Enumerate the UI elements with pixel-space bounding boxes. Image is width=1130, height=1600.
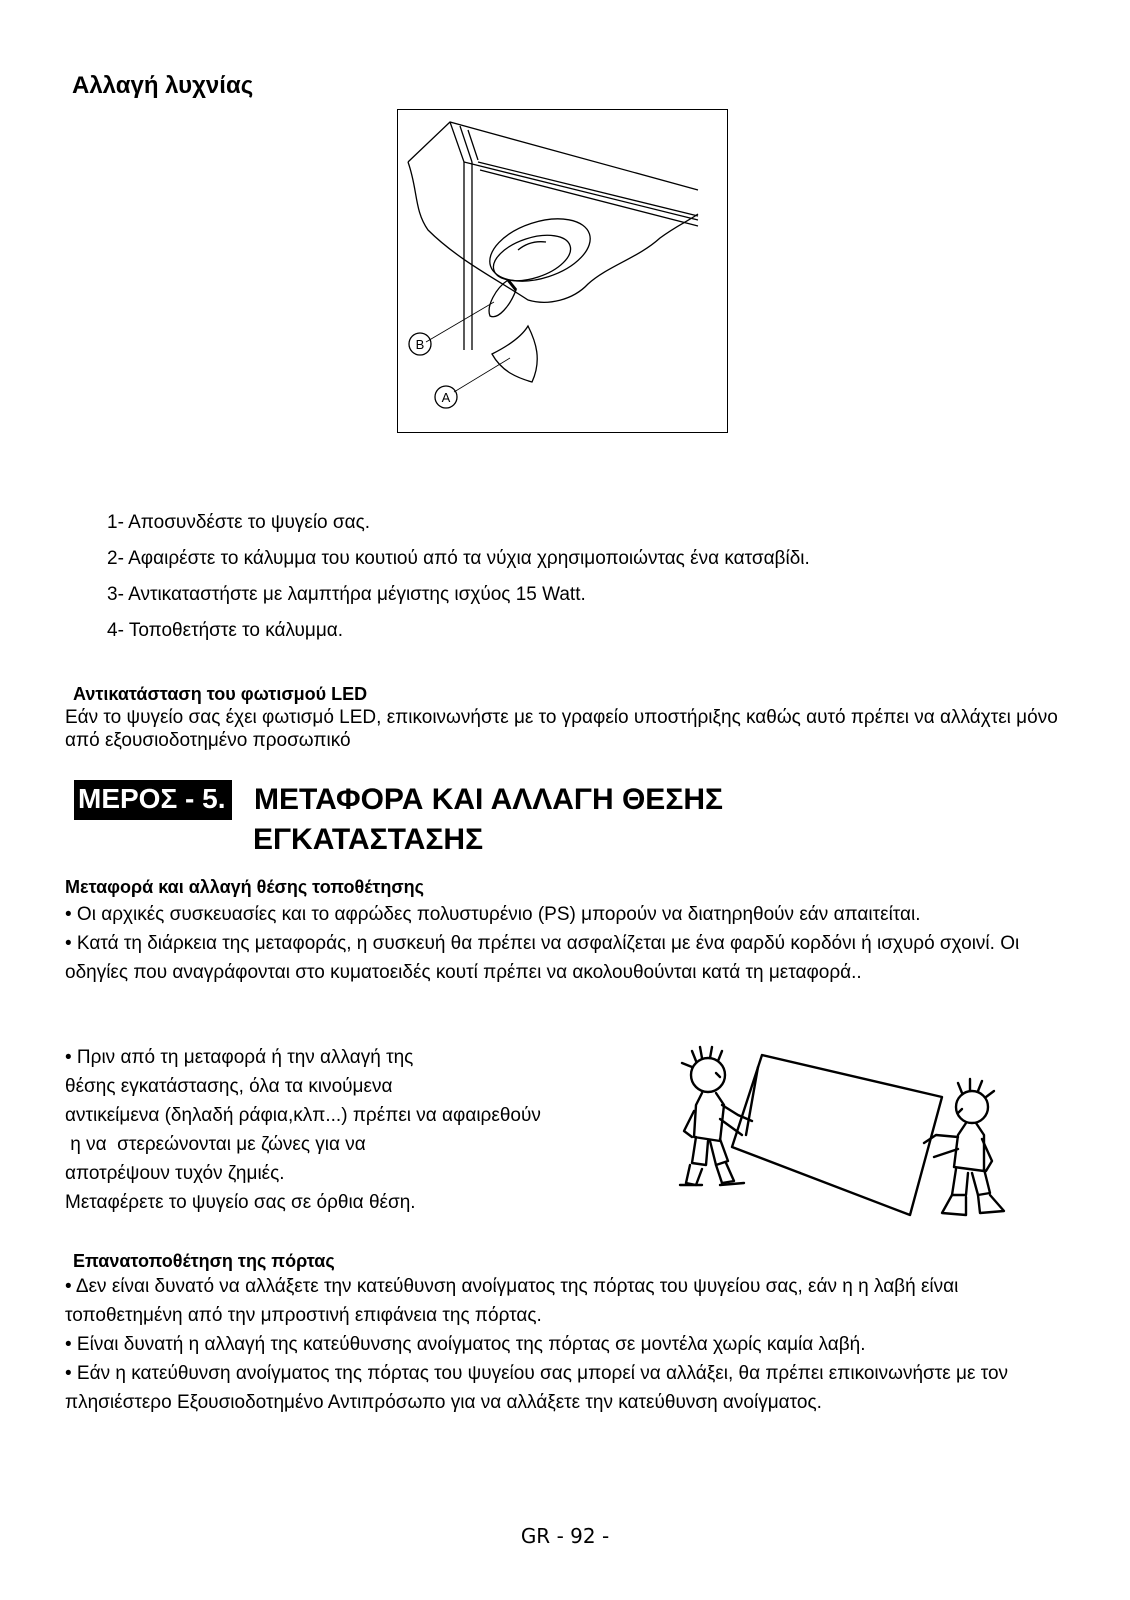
part-title: [254, 780, 723, 860]
paragraph: • Κατά τη διάρκεια της μεταφοράς, η συσκευή θα πρέπει να ασφαλίζεται με ένα φαρδύ κορδόνι ή ισχυρό σχοινί. Οι οδηγίες που αναγράφονται στο κυματοειδές κουτί πρέπει να ακολουθούνται κατά τη μεταφορά..: [65, 933, 1020, 983]
lamp-steps-list: [107, 505, 810, 649]
paragraph: • Είναι δυνατή η αλλαγή της κατεύθυνσης ανοίγματος της πόρτας σε μοντέλα χωρίς καμία λαβή.: [65, 1334, 866, 1355]
transport-moving-parts-text: [65, 1043, 645, 1217]
page-number: GR - 92 -: [520, 1524, 610, 1548]
door-section-title: Επανατοποθέτηση της πόρτας: [73, 1251, 335, 1271]
list-item: 3- Αντικαταστήστε με λαμπτήρα μέγιστης ισχύος 15 Watt.: [107, 584, 586, 605]
paragraph: • Οι αρχικές συσκευασίες και το αφρώδες πολυστυρένιο (PS) μπορούν να διατηρηθούν εάν απαιτείται.: [65, 904, 921, 925]
kids-carrying-fridge-drawing: [672, 1045, 1022, 1230]
transport-section-title: Μεταφορά και αλλαγή θέσης τοποθέτησης: [65, 877, 425, 897]
part-badge: ΜΕΡΟΣ - 5.: [74, 780, 232, 820]
part-title-line2: ΕΓΚΑΤΑΣΤΑΣΗΣ: [253, 823, 484, 856]
text-line: η να στερεώνονται με ζώνες για να: [65, 1134, 366, 1155]
list-item: 1- Αποσυνδέστε το ψυγείο σας.: [107, 512, 371, 533]
part-title-line1: ΜΕΤΑΦΟΡΑ ΚΑΙ ΑΛΛΑΓΗ ΘΕΣΗΣ: [254, 783, 723, 816]
list-item: 4- Τοποθετήστε το κάλυμμα.: [107, 620, 344, 641]
list-item: 2- Αφαιρέστε το κάλυμμα του κουτιού από τα νύχια χρησιμοποιώντας ένα κατσαβίδι.: [107, 548, 810, 569]
text-line: θέσης εγκατάστασης, όλα τα κινούμενα: [65, 1076, 393, 1097]
text-line: αντικείμενα (δηλαδή ράφια,κλπ...) πρέπει να αφαιρεθούν: [65, 1105, 541, 1126]
label-a: A: [441, 390, 451, 405]
text-line: αποτρέψουν τυχόν ζημιές.: [65, 1163, 285, 1184]
led-section-text: Εάν το ψυγείο σας έχει φωτισμό LED, επικοινωνήστε με το γραφείο υποστήριξης καθώς αυτό πρέπει να αλλάχτει μόνο από εξουσιοδοτημένο προσωπικό: [65, 707, 1058, 751]
transport-section-text: [65, 900, 1055, 987]
carrying-fridge-illustration: [672, 1045, 1022, 1230]
paragraph: • Εάν η κατεύθυνση ανοίγματος της πόρτας του ψυγείου σας μπορεί να αλλάξει, θα πρέπει επικοινωνήστε με τον πλησιέστερο Εξουσιοδοτημένο Αντιπρόσωπο για να αλλάξετε την κατεύθυνση ανοίγματος.: [65, 1363, 1009, 1413]
paragraph: • Δεν είναι δυνατό να αλλάξετε την κατεύθυνση ανοίγματος της πόρτας του ψυγείου σας, εάν η η λαβή είναι τοποθετημένη από την μπροστινή επιφάνεια της πόρτας.: [65, 1276, 959, 1326]
text-line: Μεταφέρετε το ψυγείο σας σε όρθια θέση.: [65, 1192, 416, 1213]
text-line: • Πριν από τη μεταφορά ή την αλλαγή της: [65, 1047, 414, 1068]
led-section-title: Αντικατάσταση του φωτισμού LED: [73, 684, 368, 704]
label-b: B: [415, 337, 425, 352]
lamp-replacement-figure: [397, 109, 728, 433]
lamp-illustration: [398, 110, 727, 432]
door-section-text: [65, 1272, 1055, 1417]
lamp-section-title: Αλλαγή λυχνίας: [72, 72, 254, 99]
